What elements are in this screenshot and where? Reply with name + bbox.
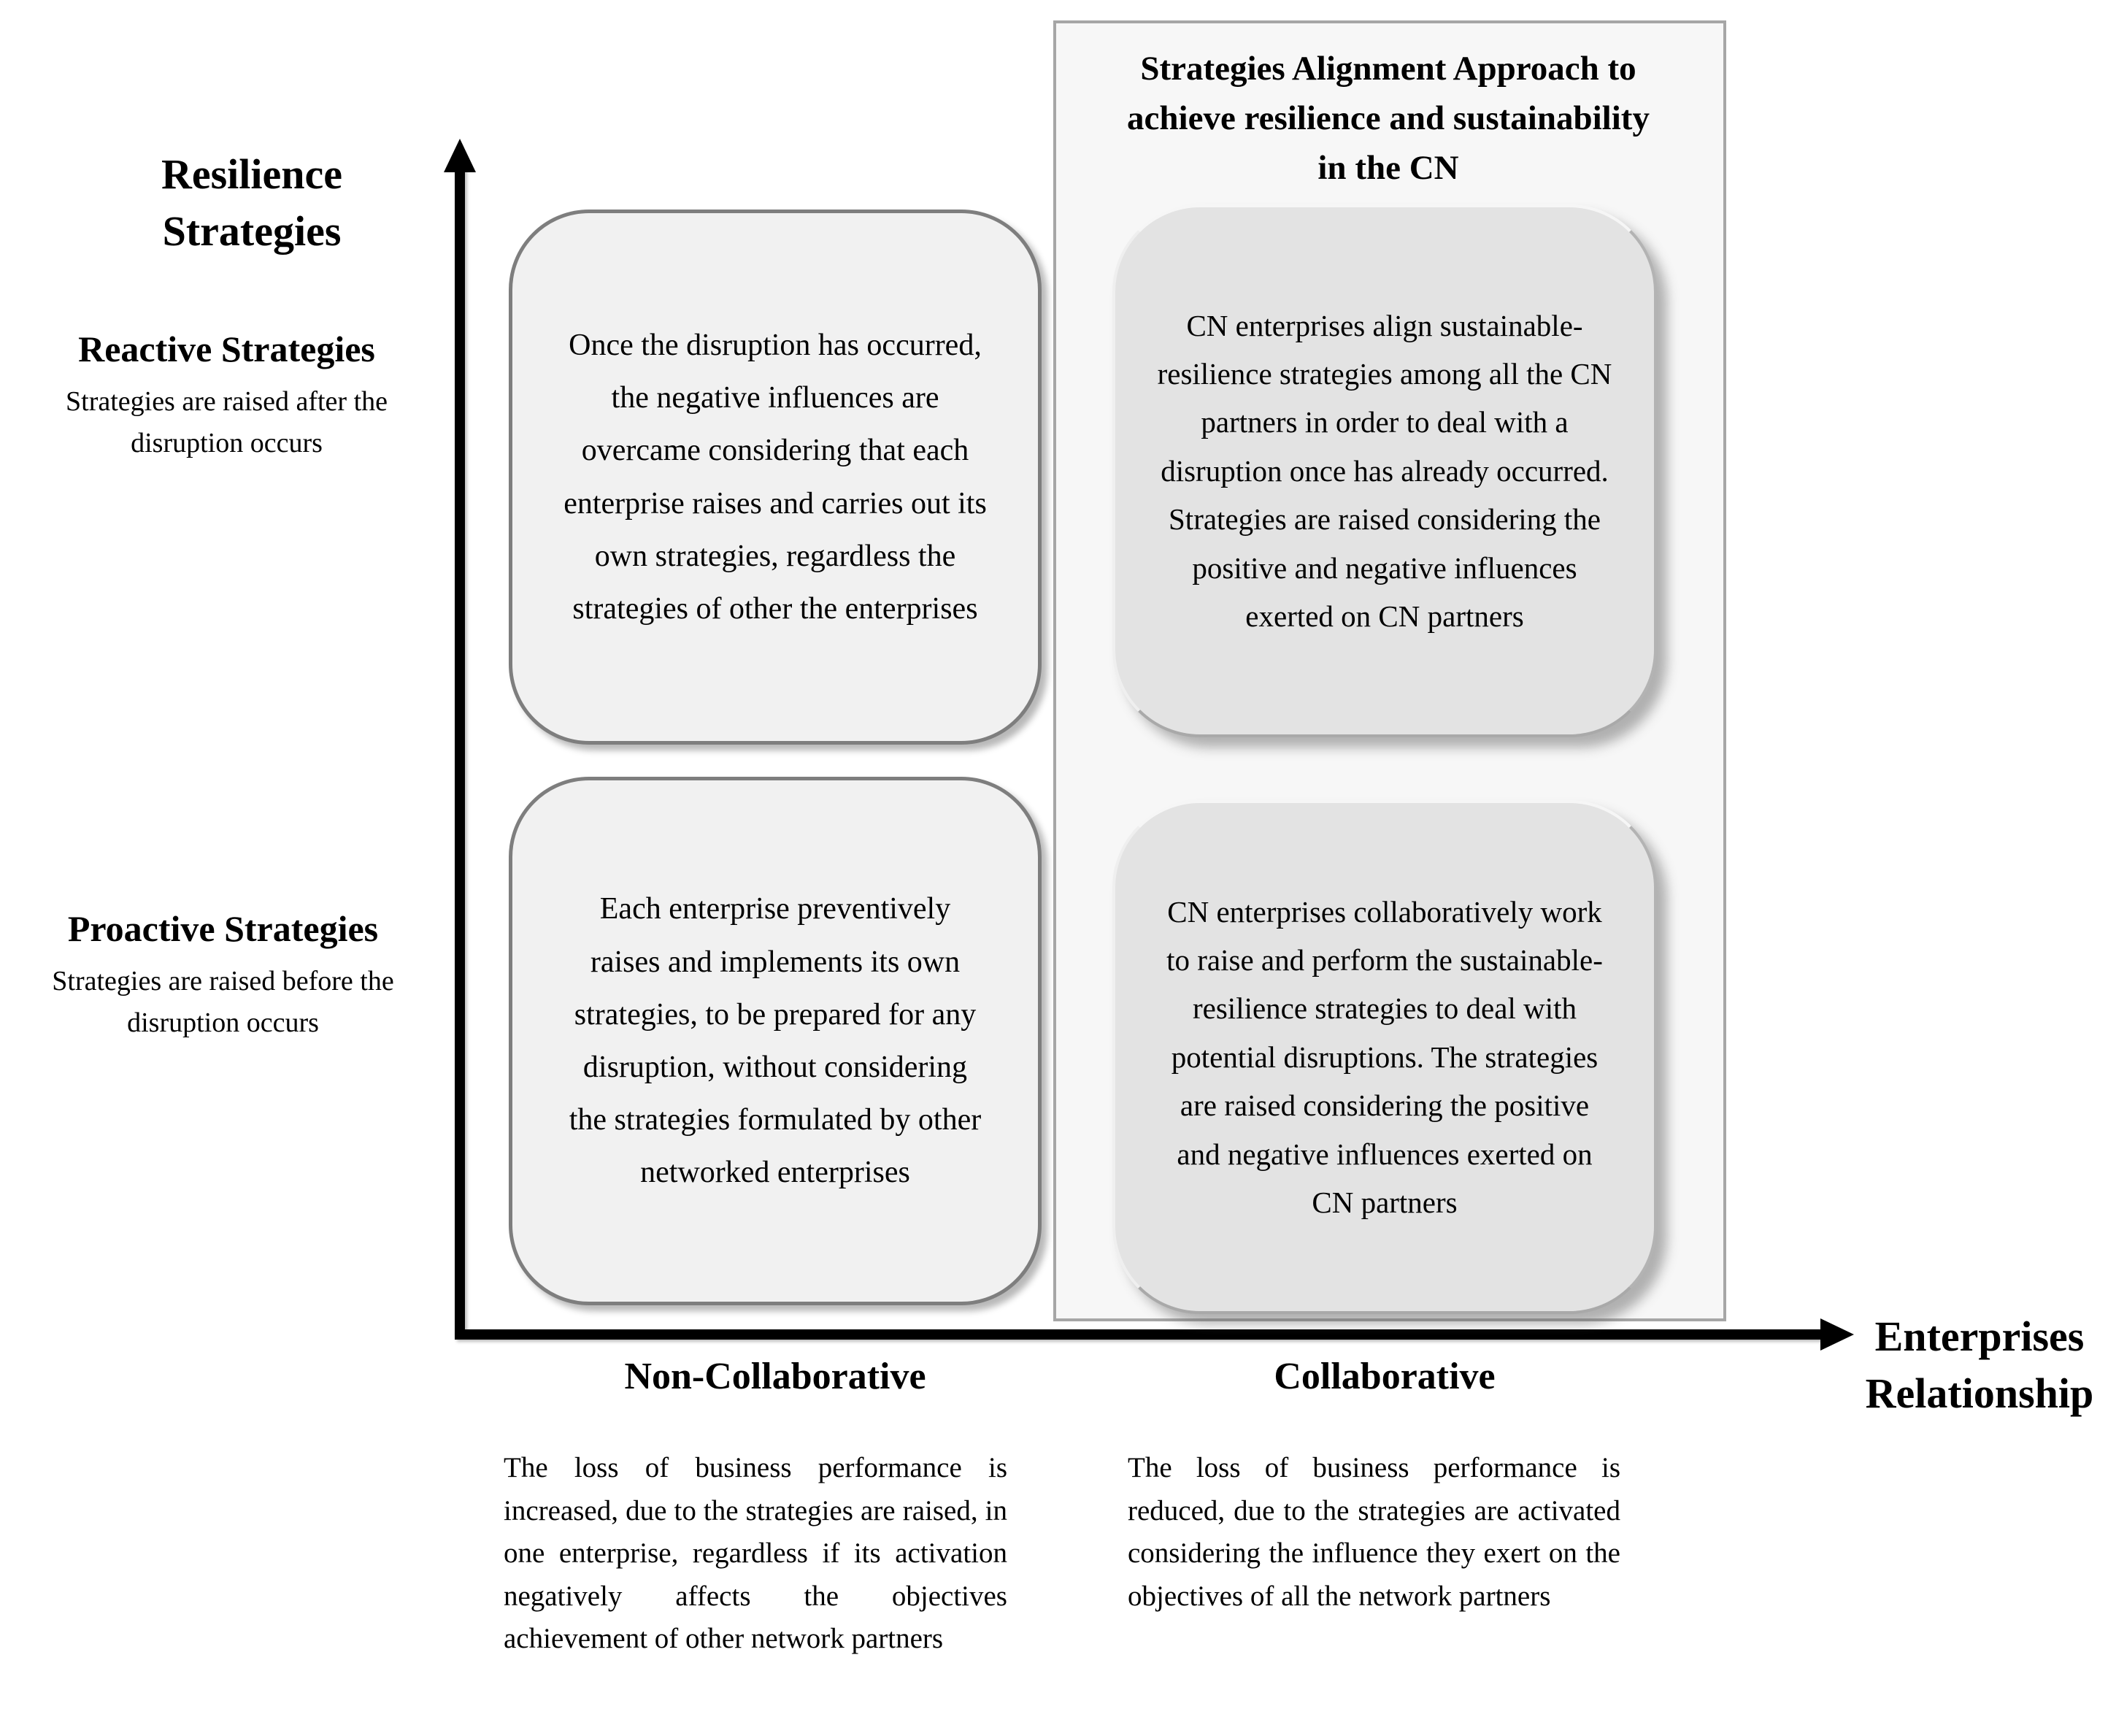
- y-axis-arrowhead-icon: [444, 139, 476, 172]
- collaborative-description: The loss of business performance is reduced, due to the strategies are activated considering the influence they exert on the objectives of all the network partners: [1128, 1452, 1620, 1612]
- row-label-reactive: [13, 327, 440, 464]
- quadrant-proactive-collaborative: [1112, 800, 1657, 1314]
- proactive-strategies-label: Proactive Strategies: [67, 908, 379, 949]
- column-label-non-collaborative: Non-Collaborative: [624, 1356, 926, 1397]
- y-axis-line: [455, 166, 465, 1334]
- reactive-strategies-label: Reactive Strategies: [78, 329, 375, 369]
- quadrant-reactive-collaborative: [1112, 204, 1657, 737]
- x-axis-title: Enterprises Relationship: [1865, 1313, 2094, 1418]
- quadrant-proactive-collaborative-text: CN enterprises collaboratively work to raise and perform the sustainable-resilience strategies to deal with potential disruptions. The strategies are raised considering the positive and negative influences exerted on CN partners: [1166, 894, 1603, 1220]
- x-axis-line: [455, 1329, 1822, 1340]
- column-label-collaborative: Collaborative: [1274, 1356, 1496, 1397]
- quadrant-proactive-non-collaborative-text: Each enterprise preventively raises and implements its own strategies, to be prepared for any disruption, without considering the strategies formulated by other networked enterprises: [569, 892, 982, 1190]
- quadrant-reactive-collaborative-text: CN enterprises align sustainable-resilience strategies among all the CN partners in order to deal with a disruption once has already occurred. Strategies are raised considering the positive and negative influences exerted on CN partners: [1157, 308, 1612, 634]
- non-collaborative-description: The loss of business performance is increased, due to the strategies are raised, in one enterprise, regardless if its activation negatively affects the objectives achievement of other network partners: [504, 1452, 1007, 1654]
- proactive-strategies-sublabel: Strategies are raised before the disruption occurs: [52, 966, 394, 1038]
- quadrant-reactive-non-collaborative-text: Once the disruption has occurred, the negative influences are overcame considering that each enterprise raises and carries out its own strategies, regardless the strategies of other the enterprises: [563, 328, 987, 626]
- quadrant-proactive-non-collaborative: [509, 777, 1042, 1305]
- y-axis-title: Resilience Strategies: [161, 150, 343, 256]
- alignment-panel-title: Strategies Alignment Approach to achieve resilience and sustainability in the CN: [1127, 50, 1650, 188]
- reactive-strategies-sublabel: Strategies are raised after the disruption occurs: [66, 386, 388, 458]
- row-label-proactive: [6, 907, 440, 1044]
- quadrant-reactive-non-collaborative: [509, 210, 1042, 745]
